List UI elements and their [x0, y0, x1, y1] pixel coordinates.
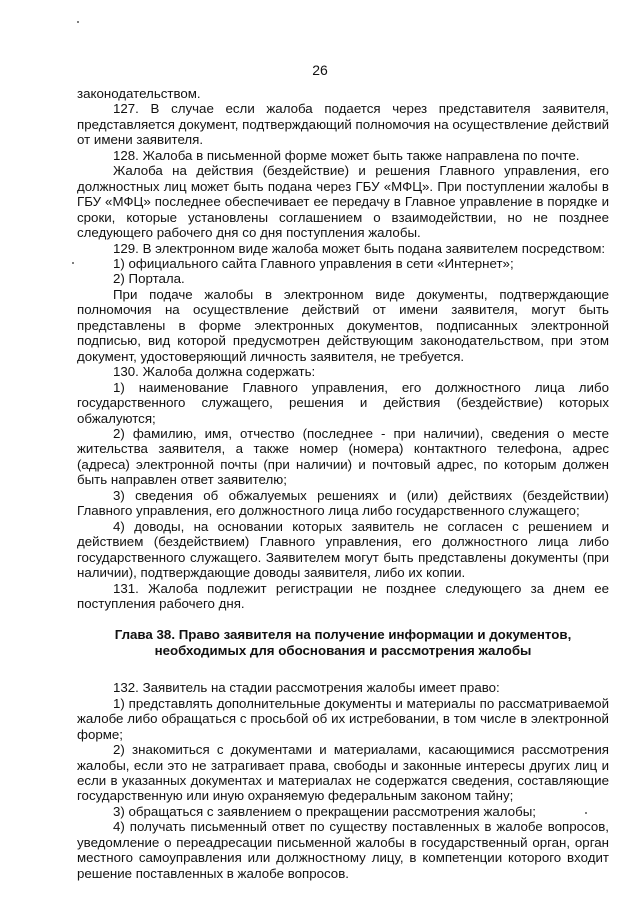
scan-speck	[77, 21, 79, 23]
list-item: 1) наименование Главного управления, его должностного лица либо государственного служащего, решения и действия (бездействие) которых обжалуются;	[77, 379, 609, 426]
paragraph: 129. В электронном виде жалоба может быть подана заявителем посредством:	[113, 240, 606, 256]
paragraph: 130. Жалоба должна содержать:	[113, 364, 316, 380]
list-item: 1) официального сайта Главного управления в сети «Интернет»;	[113, 255, 514, 271]
list-item: 2) фамилию, имя, отчество (последнее - при наличии), сведения о месте жительства заявителя, а также номер (номера) контактного телефона, адрес (адреса) электронной почты (при наличии) и почтовый адрес, по которым должен быть направлен ответ заявителю;	[77, 425, 609, 488]
list-item: 3) обращаться с заявлением о прекращении рассмотрения жалобы;	[113, 803, 536, 819]
paragraph: 131. Жалоба подлежит регистрации не позднее следующего за днем ее поступления рабочего дня.	[77, 580, 609, 611]
list-item: 4) получать письменный ответ по существу поставленных в жалобе вопросов, уведомление о переадресации письменной жалобы в государственный орган, орган местного самоуправления или должностному лицу, в компетенции которого входит решение поставленных в жалобе вопросов.	[77, 819, 609, 881]
paragraph: Жалоба на действия (бездействие) и решения Главного управления, его должностных лиц может быть подана через ГБУ «МФЦ». При поступлении жалобы в ГБУ «МФЦ» последнее обеспечивает ее передачу в Главное управление в порядке и сроки, которые установлены соглашением о взаимодействии, но не позднее следующего рабочего дня со дня поступления жалобы.	[77, 163, 609, 241]
paragraph: При подаче жалобы в электронном виде документы, подтверждающие полномочия на осуществление действий от имени заявителя, могут быть представлены в форме электронных документов, подписанных электронной подписью, вид которой предусмотрен действующим законодательством, при этом документ, удостоверяющий личность заявителя, не требуется.	[77, 286, 609, 364]
list-item: 4) доводы, на основании которых заявитель не согласен с решением и действием (бездействием) Главного управления, его должностного лица либо государственного служащего. Заявителем могут быть представлены документы (при наличии), подтверждающие доводы заявителя, либо их копии.	[77, 518, 609, 581]
paragraph: 127. В случае если жалоба подается через представителя заявителя, представляется документ, подтверждающий полномочия на осуществление действий от имени заявителя.	[77, 101, 609, 148]
paragraph: 132. Заявитель на стадии рассмотрения жалобы имеет право:	[113, 680, 500, 696]
paragraph: 128. Жалоба в письменной форме может быть также направлена по почте.	[113, 147, 580, 163]
page-number: 26	[312, 62, 328, 78]
list-item: 1) представлять дополнительные документы и материалы по рассматриваемой жалобе либо обращаться с просьбой об их истребовании, в том числе в электронной форме;	[77, 695, 609, 742]
list-item: 2) знакомиться с документами и материалами, касающимися рассмотрения жалобы, если это не затрагивает права, свободы и законные интересы других лиц и если в указанных документах и материалах не содержатся сведения, составляющие государственную или иную охраняемую федеральным законом тайну;	[77, 742, 609, 804]
list-item: 2) Портала.	[113, 271, 185, 287]
chapter-heading: Глава 38. Право заявителя на получение информации и документов, необходимых для обоснования и рассмотрения жалобы	[114, 627, 572, 658]
document-body	[77, 86, 609, 881]
scan-speck	[72, 262, 74, 264]
list-item: 3) сведения об обжалуемых решениях и (или) действиях (бездействии) Главного управления, его должностного лица либо государственного служащего;	[77, 487, 609, 519]
paragraph: законодательством.	[77, 86, 201, 101]
